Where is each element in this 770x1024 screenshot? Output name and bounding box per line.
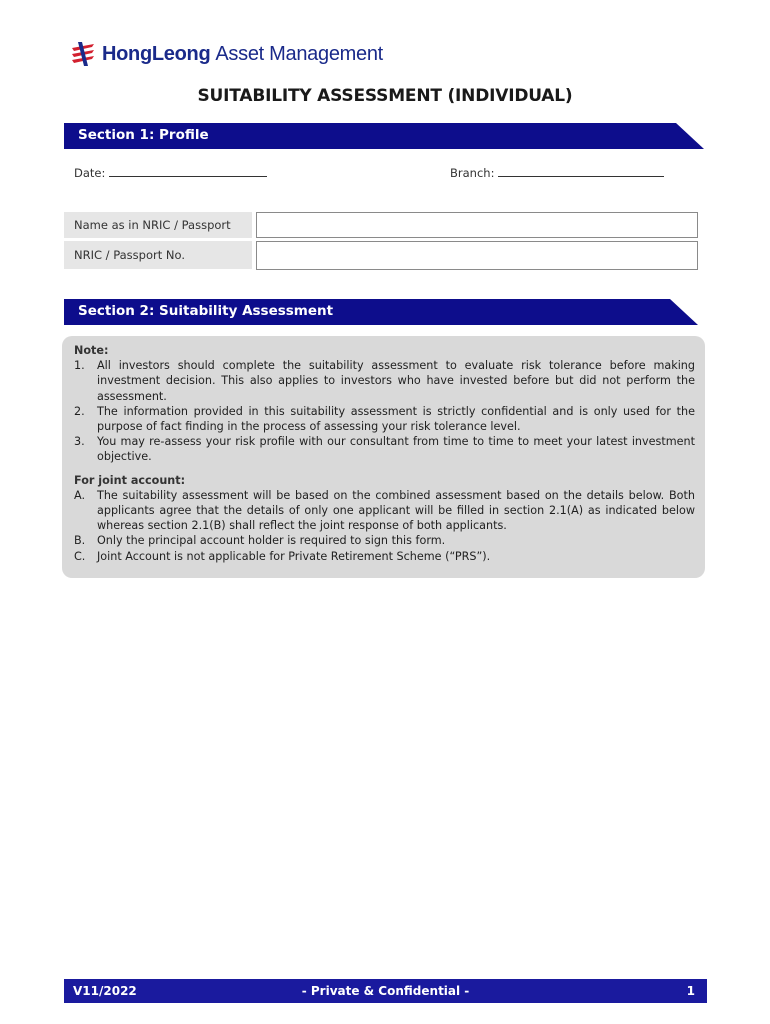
joint-note-item bbox=[74, 549, 695, 564]
joint-note-text: The suitability assessment will be based on the combined assessment based on the details below. Both applicants agree that the details of only one applicant will be filled in section 2.1(A) as indicated below whereas section 2.1(B) shall reflect the joint response of both applicants. bbox=[97, 488, 695, 533]
branch-field[interactable] bbox=[450, 166, 664, 180]
nric-input[interactable] bbox=[256, 241, 698, 270]
page-footer bbox=[64, 979, 707, 1003]
note-item bbox=[74, 404, 695, 434]
note-item bbox=[74, 358, 695, 404]
section-2-header bbox=[64, 299, 698, 325]
company-logo bbox=[70, 40, 383, 68]
joint-account-heading: For joint account: bbox=[74, 473, 186, 487]
note-text: All investors should complete the suitability assessment to evaluate risk tolerance before making investment decision. This also applies to investors who have invested before but did not perform the assessment. bbox=[97, 359, 695, 403]
version-label: V11/2022 bbox=[73, 984, 137, 998]
name-label: Name as in NRIC / Passport bbox=[74, 218, 231, 232]
note-text: The information provided in this suitability assessment is strictly confidential and is only used for the purpose of fact finding in the process of assessing your risk tolerance level. bbox=[97, 404, 695, 434]
note-item bbox=[74, 434, 695, 464]
date-field[interactable] bbox=[74, 166, 267, 180]
date-blank-line[interactable] bbox=[109, 166, 267, 177]
joint-notes-list bbox=[74, 488, 695, 564]
joint-note-marker: B. bbox=[74, 534, 86, 548]
section-1-header bbox=[64, 123, 704, 149]
page-number: 1 bbox=[686, 984, 695, 998]
joint-note-marker: C. bbox=[74, 549, 86, 563]
notes-list bbox=[74, 358, 695, 464]
joint-note-marker: A. bbox=[74, 488, 86, 502]
brand-subtitle: Asset Management bbox=[215, 42, 383, 65]
brand-name: HongLeong bbox=[102, 42, 211, 65]
note-marker: 2. bbox=[74, 404, 85, 418]
note-text: You may re-assess your risk profile with our consultant from time to time to meet your latest investment objective. bbox=[97, 435, 695, 464]
joint-note-text: Joint Account is not applicable for Private Retirement Scheme (“PRS”). bbox=[97, 549, 491, 563]
section-2-title: Section 2: Suitability Assessment bbox=[78, 303, 334, 319]
document-title: SUITABILITY ASSESSMENT (INDIVIDUAL) bbox=[197, 86, 573, 106]
nric-label-cell bbox=[64, 241, 252, 269]
joint-note-text: Only the principal account holder is required to sign this form. bbox=[97, 534, 446, 548]
note-marker: 1. bbox=[74, 359, 85, 373]
joint-note-item bbox=[74, 533, 695, 548]
hong-leong-logo-icon bbox=[70, 41, 96, 67]
note-heading: Note: bbox=[74, 344, 109, 357]
nric-label: NRIC / Passport No. bbox=[74, 248, 185, 262]
name-input[interactable] bbox=[256, 212, 698, 238]
note-marker: 3. bbox=[74, 435, 85, 449]
date-label: Date: bbox=[74, 166, 106, 180]
section-1-title: Section 1: Profile bbox=[78, 127, 209, 143]
confidential-label: - Private & Confidential - bbox=[301, 984, 470, 998]
branch-label: Branch: bbox=[450, 166, 495, 180]
notes-panel bbox=[62, 336, 705, 578]
branch-blank-line[interactable] bbox=[498, 166, 664, 177]
name-label-cell bbox=[64, 212, 252, 238]
joint-note-item bbox=[74, 488, 695, 534]
